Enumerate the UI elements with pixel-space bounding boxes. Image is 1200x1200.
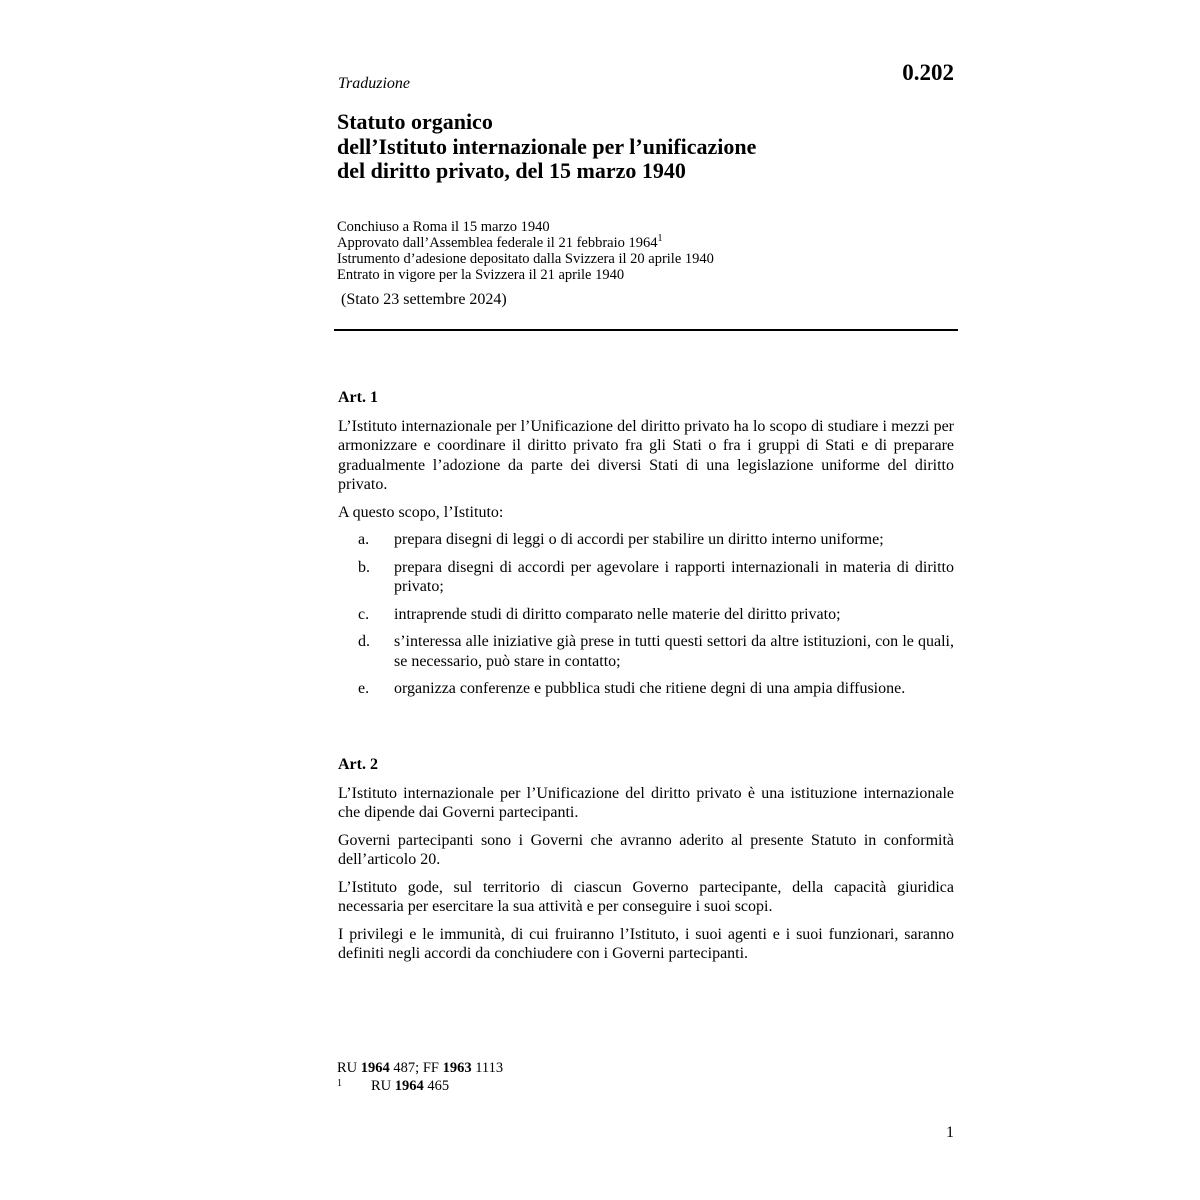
ru-year: 1964 xyxy=(360,1060,390,1076)
approved-date xyxy=(337,235,714,251)
list-item xyxy=(338,632,954,671)
article-paragraph: L’Istituto internazionale per l’Unificazione del diritto privato ha lo scopo di studiare i mezzi per armonizzare e coordinare il diritto privato fra gli Stati o fra i gruppi di Stati e di preparare gradualmente l’adozione da parte dei diversi Stati di una legislazione uniforme del diritto privato. xyxy=(338,417,954,493)
list-marker: b. xyxy=(358,558,370,576)
ru-page: 487; xyxy=(393,1060,420,1076)
list-text: prepara disegni di accordi per agevolare i rapporti internazionali in materia di diritto privato; xyxy=(394,558,954,595)
title-line: dell’Istituto internazionale per l’unificazione xyxy=(337,133,757,159)
list-marker: d. xyxy=(358,633,370,650)
article-1 xyxy=(338,388,954,707)
article-paragraph: Governi partecipanti sono i Governi che avranno aderito al presente Statuto in conformità dell’articolo 20. xyxy=(338,831,954,868)
concluded-date: Conchiuso a Roma il 15 marzo 1940 xyxy=(337,219,550,235)
entry-into-force-date: Entrato in vigore per la Svizzera il 21 aprile 1940 xyxy=(337,267,625,283)
title-line: Statuto organico xyxy=(337,109,493,134)
list-item xyxy=(338,605,954,625)
page-number: 1 xyxy=(946,1124,954,1141)
list-text: s’interessa alle iniziative già prese in tutti questi settori da altre istituzioni, con le quali, se necessario, può stare in contatto; xyxy=(394,633,954,670)
list-marker: c. xyxy=(358,605,370,623)
translation-label: Traduzione xyxy=(338,75,411,92)
article-paragraph: L’Istituto internazionale per l’Unificazione del diritto privato è una istituzione internazionale che dipende dai Governi partecipanti. xyxy=(338,784,954,821)
article-paragraph: L’Istituto gode, sul territorio di ciascun Governo partecipante, della capacità giuridica necessaria per esercitare la sua attività e per conseguire i suoi scopi. xyxy=(338,878,954,915)
approved-text: Approvato dall’Assemblea federale il 21 febbraio 1964 xyxy=(337,235,658,251)
article-paragraph: I privilegi e le immunità, di cui fruiranno l’Istituto, i suoi agenti e i suoi funzionari, saranno definiti negli accordi da conchiudere con i Governi partecipanti. xyxy=(338,925,954,962)
article-list xyxy=(338,530,954,699)
document-metadata xyxy=(337,219,714,283)
source-reference xyxy=(337,1059,503,1077)
footnote-1 xyxy=(337,1077,503,1095)
ff-prefix: FF xyxy=(422,1060,439,1076)
instrument-date: Istrumento d’adesione depositato dalla Svizzera il 20 aprile 1940 xyxy=(337,251,714,267)
list-item xyxy=(338,530,954,550)
document-number: 0.202 xyxy=(902,60,954,85)
title-line: del diritto privato, del 15 marzo 1940 xyxy=(337,158,686,183)
article-paragraph: A questo scopo, l’Istituto: xyxy=(338,503,504,521)
list-item xyxy=(338,558,954,597)
list-item xyxy=(338,679,954,699)
list-marker: a. xyxy=(358,531,370,548)
footnote-ref[interactable]: 1 xyxy=(657,233,663,244)
article-heading: Art. 2 xyxy=(338,756,378,773)
list-marker: e. xyxy=(358,680,370,697)
status-date: (Stato 23 settembre 2024) xyxy=(341,291,507,308)
list-text: organizza conferenze e pubblica studi che ritiene degni di una ampia diffusione. xyxy=(394,680,906,697)
footnote-prefix: RU xyxy=(371,1078,392,1094)
list-text: prepara disegni di leggi o di accordi per stabilire un diritto interno uniforme; xyxy=(394,531,884,548)
article-2 xyxy=(338,755,954,972)
ff-year: 1963 xyxy=(442,1060,472,1076)
article-heading: Art. 1 xyxy=(338,389,378,406)
list-text: intraprende studi di diritto comparato nelle materie del diritto privato; xyxy=(394,605,841,623)
footnote-marker: 1 xyxy=(337,1078,342,1089)
ff-page: 1113 xyxy=(475,1060,504,1076)
footnote-page: 465 xyxy=(427,1078,450,1094)
ru-prefix: RU xyxy=(337,1060,358,1076)
footnote-year: 1964 xyxy=(394,1078,424,1094)
document-title xyxy=(337,110,756,184)
footnote-text xyxy=(371,1077,449,1095)
header-divider xyxy=(334,329,958,331)
footnotes xyxy=(337,1059,503,1095)
